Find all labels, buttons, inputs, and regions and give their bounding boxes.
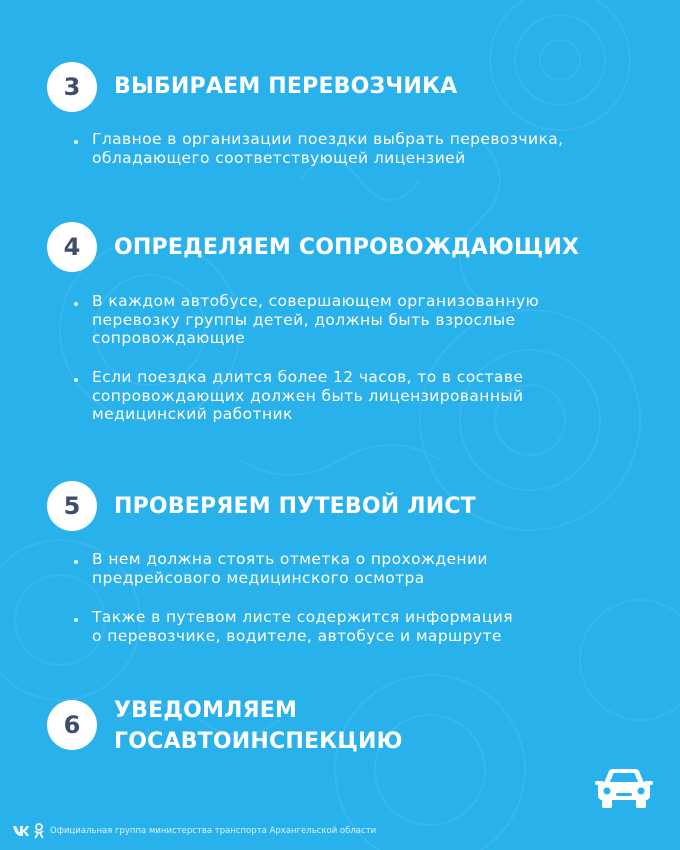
step-title-line: ПРОВЕРЯЕМ ПУТЕВОЙ ЛИСТ [114, 494, 476, 519]
bullet-line: медицинский работник [92, 405, 293, 423]
bullet-dot-icon [74, 560, 78, 564]
bullet-line: В нем должна стоять отметка о прохождении [92, 550, 488, 568]
step-title-line: ГОСАВТОИНСПЕКЦИЮ [114, 729, 403, 754]
bullet-dot-icon [74, 140, 78, 144]
step-title-line: ОПРЕДЕЛЯЕМ СОПРОВОЖДАЮЩИХ [114, 235, 580, 260]
bullet-dot-icon [74, 302, 78, 306]
step-title-line: ВЫБИРАЕМ ПЕРЕВОЗЧИКА [114, 74, 458, 99]
bullet-dot-icon [74, 618, 78, 622]
step-title [114, 232, 579, 263]
bullet-line: Главное в организации поездки выбрать перевозчика, [92, 130, 564, 148]
bullet-text [92, 368, 672, 424]
bullet-line: о перевозчике, водителе, автобусе и маршруте [92, 626, 502, 645]
bullet-line: Если поездка длится более 12 часов, то в составе [92, 368, 524, 386]
step-number-badge: 5 [47, 481, 97, 531]
step-number-badge: 6 [47, 700, 97, 750]
step-title [114, 491, 476, 522]
bullet-text [92, 608, 672, 645]
footer [12, 821, 376, 841]
bullet-text [92, 550, 672, 587]
bullet-line: сопровождающие [92, 329, 246, 347]
bullet-text [92, 292, 672, 348]
bullet-dot-icon [74, 378, 78, 382]
odnoklassniki-logo-icon[interactable] [34, 823, 44, 839]
car-icon [594, 767, 654, 809]
bullet-line: В каждом автобусе, совершающем организованную [92, 292, 540, 310]
step-title [114, 71, 457, 102]
bullet-line: обладающего соответствующей лицензией [92, 148, 466, 167]
vk-logo-icon[interactable] [12, 825, 30, 837]
bullet-line: перевозку группы детей, должны быть взрослые [92, 310, 516, 329]
step-number-badge: 3 [47, 62, 97, 112]
bullet-text [92, 130, 672, 167]
bullet-line: сопровождающих должен быть лицензированный [92, 386, 524, 405]
step-number-badge: 4 [47, 222, 97, 272]
bullet-line: предрейсового медицинского осмотра [92, 568, 425, 587]
step-title [114, 695, 403, 757]
step-title-line: УВЕДОМЛЯЕМ [114, 698, 298, 723]
bullet-line: Также в путевом листе содержится информация [92, 608, 513, 626]
footer-caption: Официальная группа министерства транспорта Архангельской области [50, 826, 377, 836]
